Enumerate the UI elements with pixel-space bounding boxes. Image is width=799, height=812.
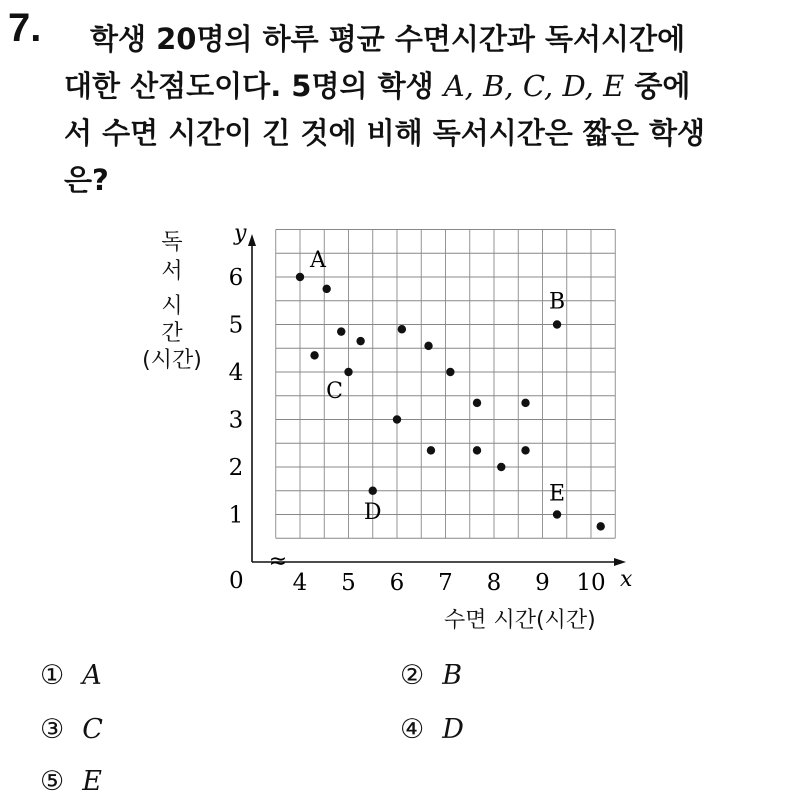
y-axis-arrow <box>248 234 256 246</box>
data-point <box>597 522 605 530</box>
y-tick-label: 3 <box>228 407 244 434</box>
question-line-2-pre: 대한 산점도이다. 5명의 학생 <box>64 69 444 103</box>
choice-2[interactable]: ② B <box>400 660 463 691</box>
data-point <box>310 351 318 359</box>
x-tick-label: 7 <box>438 570 453 596</box>
x-axis-label: 수면 시간(시간) <box>444 608 596 633</box>
data-point <box>521 446 529 454</box>
y-axis-label-2: 서 <box>161 259 183 284</box>
axis-break-mark: ≈ <box>268 549 288 574</box>
choice-4[interactable]: ④ D <box>400 714 464 745</box>
x-tick-label: 6 <box>389 570 405 596</box>
data-point <box>344 368 352 376</box>
x-axis-variable: x <box>620 567 633 592</box>
data-point <box>553 320 561 328</box>
point-label-e: E <box>549 481 566 507</box>
question-line-1: 학생 20명의 하루 평균 수면시간과 독서시간에 <box>90 22 686 56</box>
y-axis-label-3: 시 <box>161 294 183 319</box>
point-label-a: A <box>310 248 326 273</box>
data-point <box>398 325 406 333</box>
data-point <box>446 368 454 376</box>
data-point <box>337 327 345 335</box>
y-axis-label-4: 간 <box>161 321 183 346</box>
y-tick-label: 1 <box>228 502 244 529</box>
x-axis-arrow <box>614 558 626 566</box>
data-point <box>369 487 377 495</box>
question-line-4: 은? <box>64 163 109 197</box>
point-label-d: D <box>363 499 382 525</box>
data-point <box>473 399 481 407</box>
choice-5[interactable]: ⑤ E <box>40 766 102 797</box>
question-line-3: 서 수면 시간이 긴 것에 비해 독서시간은 짧은 학생 <box>64 116 706 150</box>
y-tick-label: 6 <box>228 265 244 291</box>
x-tick-label: 10 <box>576 570 606 596</box>
data-point <box>553 510 561 518</box>
x-tick-label: 5 <box>341 570 356 596</box>
x-tick-label: 8 <box>486 570 502 596</box>
data-point <box>296 273 304 281</box>
origin-label: 0 <box>229 568 244 594</box>
data-point <box>322 285 330 293</box>
data-point <box>497 463 505 471</box>
y-axis-label-1: 독 <box>161 230 183 255</box>
y-tick-label: 5 <box>228 312 244 339</box>
question-number: 7. <box>8 6 42 50</box>
choice-1[interactable]: ① A <box>40 660 102 691</box>
y-tick-label: 4 <box>228 360 244 386</box>
data-point <box>356 337 364 345</box>
x-tick-label: 9 <box>535 570 550 596</box>
y-axis-label-5: (시간) <box>142 348 202 373</box>
data-point <box>521 399 529 407</box>
y-tick-label: 2 <box>228 455 244 481</box>
question-line-2-letters: A, B, C, D, E <box>443 69 625 103</box>
data-point <box>473 446 481 454</box>
data-point <box>393 415 401 423</box>
point-label-b: B <box>548 289 566 315</box>
y-axis-variable: y <box>234 221 247 246</box>
question-line-2-post: 중에 <box>624 69 691 103</box>
x-tick-label: 4 <box>292 570 308 596</box>
point-label-c: C <box>326 379 343 404</box>
data-point <box>427 446 435 454</box>
data-point <box>424 342 432 350</box>
choice-3[interactable]: ③ C <box>40 714 103 745</box>
